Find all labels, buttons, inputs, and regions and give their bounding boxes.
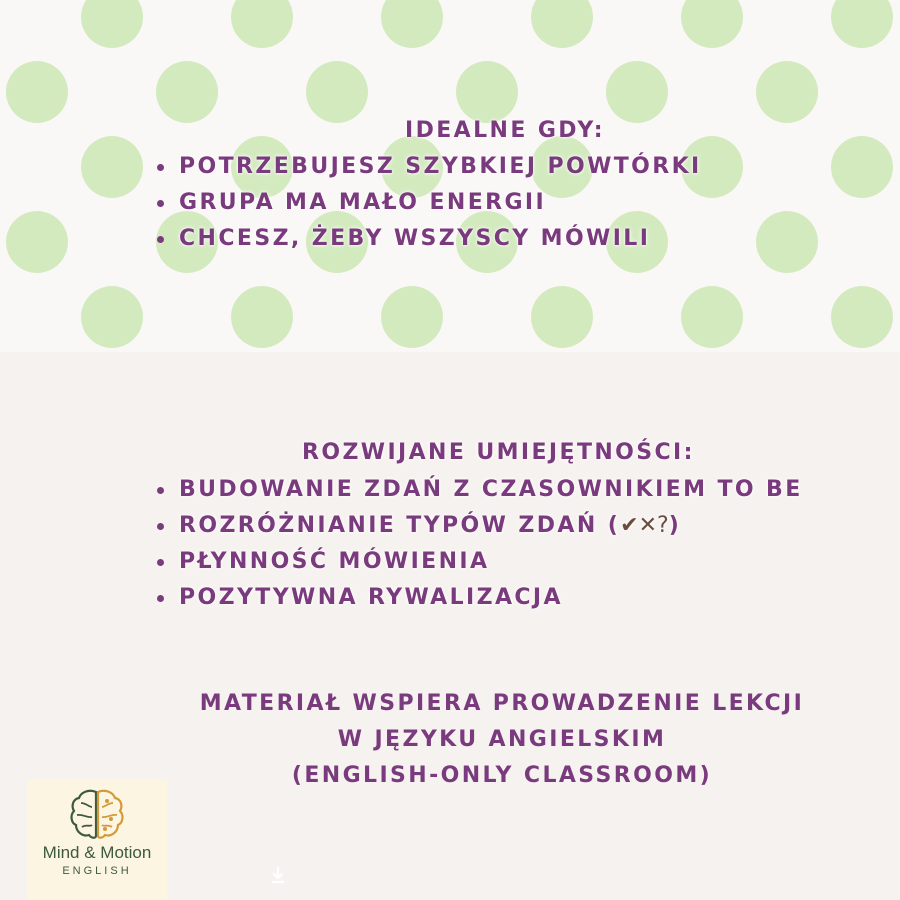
polka-dot [81,0,143,48]
list-item [157,508,803,544]
polka-dot [756,61,818,123]
skills-heading: ROZWIJANE UMIEJĘTNOŚCI: [302,440,695,465]
brand-subtitle: ENGLISH [62,865,132,877]
brand-name: Mind & Motion [42,843,152,862]
polka-dot [831,286,893,348]
polka-dot [456,61,518,123]
footer-line-1: MATERIAŁ WSPIERA PROWADZENIE LEKCJI [199,691,805,716]
list-item: PŁYNNOŚĆ MÓWIENIA [157,544,803,580]
polka-dot [231,0,293,48]
polka-dot [531,0,593,48]
brain-icon [67,787,127,843]
polka-dot [831,0,893,48]
polka-dot [231,286,293,348]
list-item: GRUPA MA MAŁO ENERGII [157,185,702,221]
sentence-type-symbols: ✔✕? [620,513,669,538]
polka-dot [831,136,893,198]
footer-line-2: W JĘZYKU ANGIELSKIM [337,727,667,752]
polka-dot [306,61,368,123]
polka-dot [381,0,443,48]
download-icon[interactable] [270,866,286,886]
polka-dot [606,61,668,123]
closing-paren: ) [668,513,682,538]
polka-dot [681,286,743,348]
polka-dot [6,61,68,123]
polka-dot [756,211,818,273]
ideal-when-heading: IDEALNE GDY: [405,118,605,143]
sentence-types-label: ROZRÓŻNIANIE TYPÓW ZDAŃ ( [179,513,621,538]
brand-logo [27,779,167,900]
footer-line-3: (ENGLISH-ONLY CLASSROOM) [291,763,713,788]
polka-dot [156,61,218,123]
list-item: POTRZEBUJESZ SZYBKIEJ POWTÓRKI [157,149,702,185]
polka-dot [531,286,593,348]
skills-list [157,472,803,616]
list-item: BUDOWANIE ZDAŃ Z CZASOWNIKIEM TO BE [157,472,803,508]
polka-dot [81,286,143,348]
polka-dot [681,0,743,48]
ideal-when-list [157,149,702,257]
polka-dot [381,286,443,348]
polka-dot [6,211,68,273]
list-item: CHCESZ, ŻEBY WSZYSCY MÓWILI [157,221,702,257]
polka-dot [81,136,143,198]
list-item: POZYTYWNA RYWALIZACJA [157,580,803,616]
